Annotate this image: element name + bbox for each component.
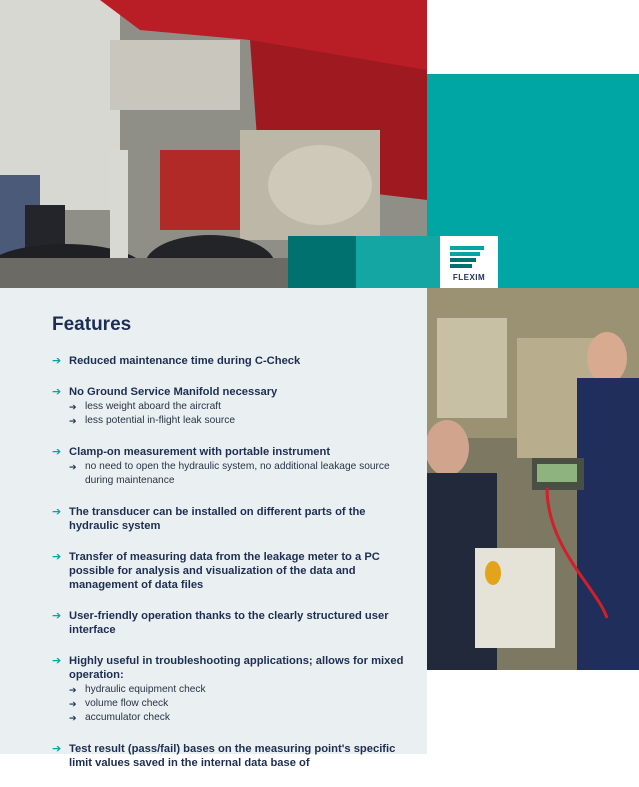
features-list: [52, 354, 412, 787]
technicians-photo: [427, 288, 639, 670]
feature-item: [52, 385, 412, 428]
feature-item: [52, 742, 412, 770]
small-arrow-right-icon: ➔: [69, 713, 77, 723]
feature-subitem: ➔ hydraulic equipment check: [69, 684, 206, 695]
feature-text: Transfer of measuring data from the leakage meter to a PC possible for analysis and visualization of the data and management of data files: [69, 551, 380, 591]
feature-text: Clamp-on measurement with portable instrument: [69, 446, 331, 458]
feature-item: [52, 354, 412, 368]
arrow-right-icon: ➔: [52, 655, 62, 667]
feature-sublist: [69, 400, 412, 428]
arrow-right-icon: ➔: [52, 355, 62, 367]
feature-text: User-friendly operation thanks to the clearly structured user interface: [69, 610, 389, 636]
feature-item: [52, 445, 412, 488]
feature-sublist: [69, 683, 412, 725]
flexim-logo: [440, 236, 498, 288]
feature-subitem: ➔ less potential in-flight leak source: [69, 415, 236, 426]
feature-text: The transducer can be installed on different parts of the hydraulic system: [69, 506, 366, 532]
feature-subitem: ➔ volume flow check: [69, 698, 169, 709]
arrow-right-icon: ➔: [52, 446, 62, 458]
feature-subitem: ➔ no need to open the hydraulic system, no additional leakage source during maintenance: [69, 461, 390, 486]
feature-subitem: ➔ less weight aboard the aircraft: [69, 401, 221, 412]
technicians-illustration: [427, 288, 639, 670]
feature-sublist: [69, 460, 412, 488]
arrow-right-icon: ➔: [52, 610, 62, 622]
small-arrow-right-icon: ➔: [69, 416, 77, 426]
teal-dark-block: [288, 236, 356, 288]
features-title: Features: [52, 314, 132, 335]
feature-text: No Ground Service Manifold necessary: [69, 386, 278, 398]
small-arrow-right-icon: ➔: [69, 402, 77, 412]
feature-subitem: ➔ accumulator check: [69, 712, 170, 723]
logo-text: FLEXIM: [452, 273, 486, 282]
arrow-right-icon: ➔: [52, 506, 62, 518]
feature-item: [52, 550, 412, 592]
arrow-right-icon: ➔: [52, 743, 62, 755]
feature-item: [52, 505, 412, 533]
arrow-right-icon: ➔: [52, 386, 62, 398]
arrow-right-icon: ➔: [52, 551, 62, 563]
small-arrow-right-icon: ➔: [69, 685, 77, 695]
feature-text: Reduced maintenance time during C-Check: [69, 355, 301, 367]
teal-mid-block: [356, 236, 440, 288]
feature-item: [52, 609, 412, 637]
feature-text: Test result (pass/fail) bases on the measuring point's specific limit values saved in the internal data base of: [69, 743, 396, 769]
feature-item: [52, 654, 412, 725]
small-arrow-right-icon: ➔: [69, 462, 77, 472]
feature-text: Highly useful in troubleshooting applications; allows for mixed operation:: [69, 655, 404, 681]
flexim-logo-mark-icon: [440, 236, 498, 276]
small-arrow-right-icon: ➔: [69, 699, 77, 709]
